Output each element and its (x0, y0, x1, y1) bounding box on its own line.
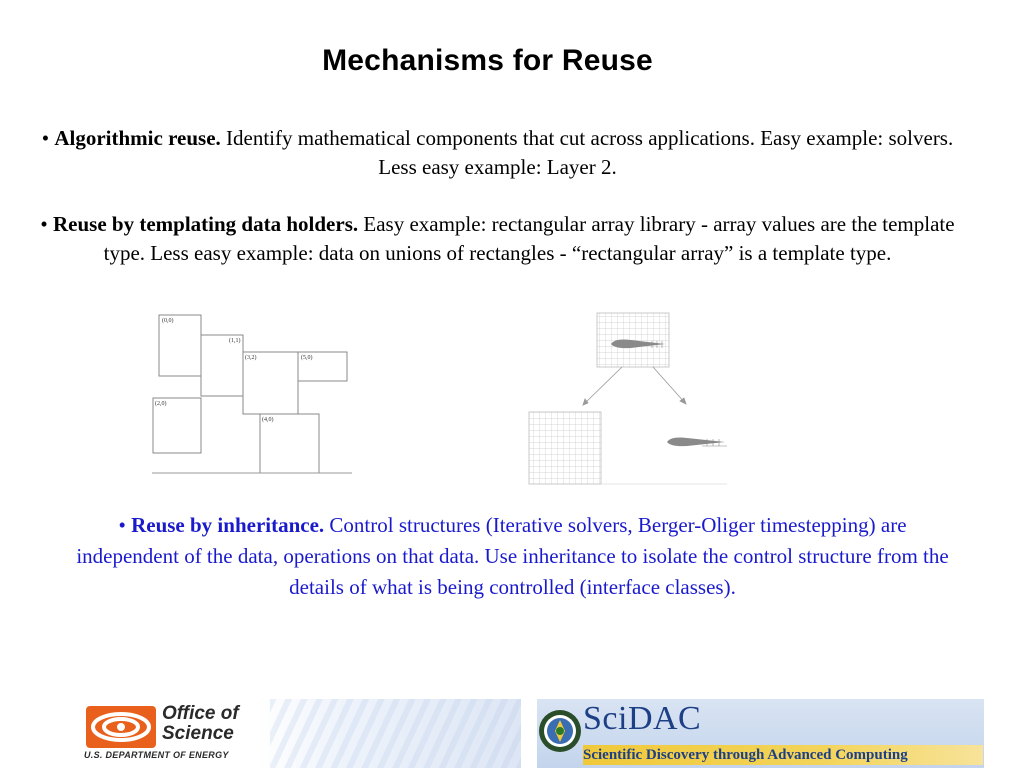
bullet-inheritance (70, 510, 955, 603)
office-of-science-wordmark (162, 704, 239, 744)
office-of-science-logo-icon (84, 702, 160, 752)
banner-stripes (270, 699, 521, 768)
doe-label: U.S. DEPARTMENT OF ENERGY (84, 750, 229, 760)
scidac-subtitle: Scientific Discovery through Advanced Computing (583, 745, 983, 765)
top-grid (597, 313, 669, 367)
patch-rect (159, 315, 201, 376)
scidac-banner (537, 699, 984, 768)
scidac-wordmark: SciDAC (583, 700, 702, 737)
patch-label: (4,0) (262, 417, 274, 423)
patch-label: (0,0) (162, 318, 174, 324)
bullet-text: Easy example: rectangular array library - array values are the template type. Less easy example: data on unions of rectangles - “rectangular array” is a template type. (103, 212, 955, 265)
office-line-1: Office of (162, 703, 239, 724)
patch-label: (1,1) (229, 338, 241, 344)
bullet-templating (40, 210, 955, 268)
patch-label: (2,0) (155, 401, 167, 407)
airfoil-grid-diagram (527, 310, 732, 488)
patch-rect (201, 335, 243, 396)
bullet-heading: Reuse by templating data holders. (53, 212, 359, 236)
doe-seal-icon (538, 709, 582, 753)
split-arrows (583, 367, 686, 405)
bottom-left-grid (529, 412, 601, 484)
bullet-heading: Algorithmic reuse. (54, 126, 221, 150)
bullet-heading: Reuse by inheritance. (131, 513, 325, 537)
bullet-text: Identify mathematical components that cut across applications. Easy example: solvers. Less easy example: Layer 2. (226, 126, 954, 179)
office-line-2: Science (162, 723, 234, 744)
bullet-marker: • (118, 513, 126, 537)
slide-title: Mechanisms for Reuse (322, 44, 653, 77)
union-of-rectangles-diagram (150, 310, 355, 480)
bullet-marker: • (40, 212, 48, 236)
patch-rect (243, 352, 298, 414)
patch-label: (3,2) (245, 355, 257, 361)
patch-label: (5,0) (301, 355, 313, 361)
bullet-marker: • (41, 126, 50, 150)
office-of-science-banner (80, 699, 521, 768)
bullet-algorithmic-reuse (40, 124, 955, 182)
bottom-right-airfoil (667, 438, 727, 447)
bullet-text: Control structures (Iterative solvers, Berger-Oliger timestepping) are independent of the data, operations on that data. Use inheritance to isolate the control structure from the details of what is being controlled (interface classes). (76, 513, 949, 599)
